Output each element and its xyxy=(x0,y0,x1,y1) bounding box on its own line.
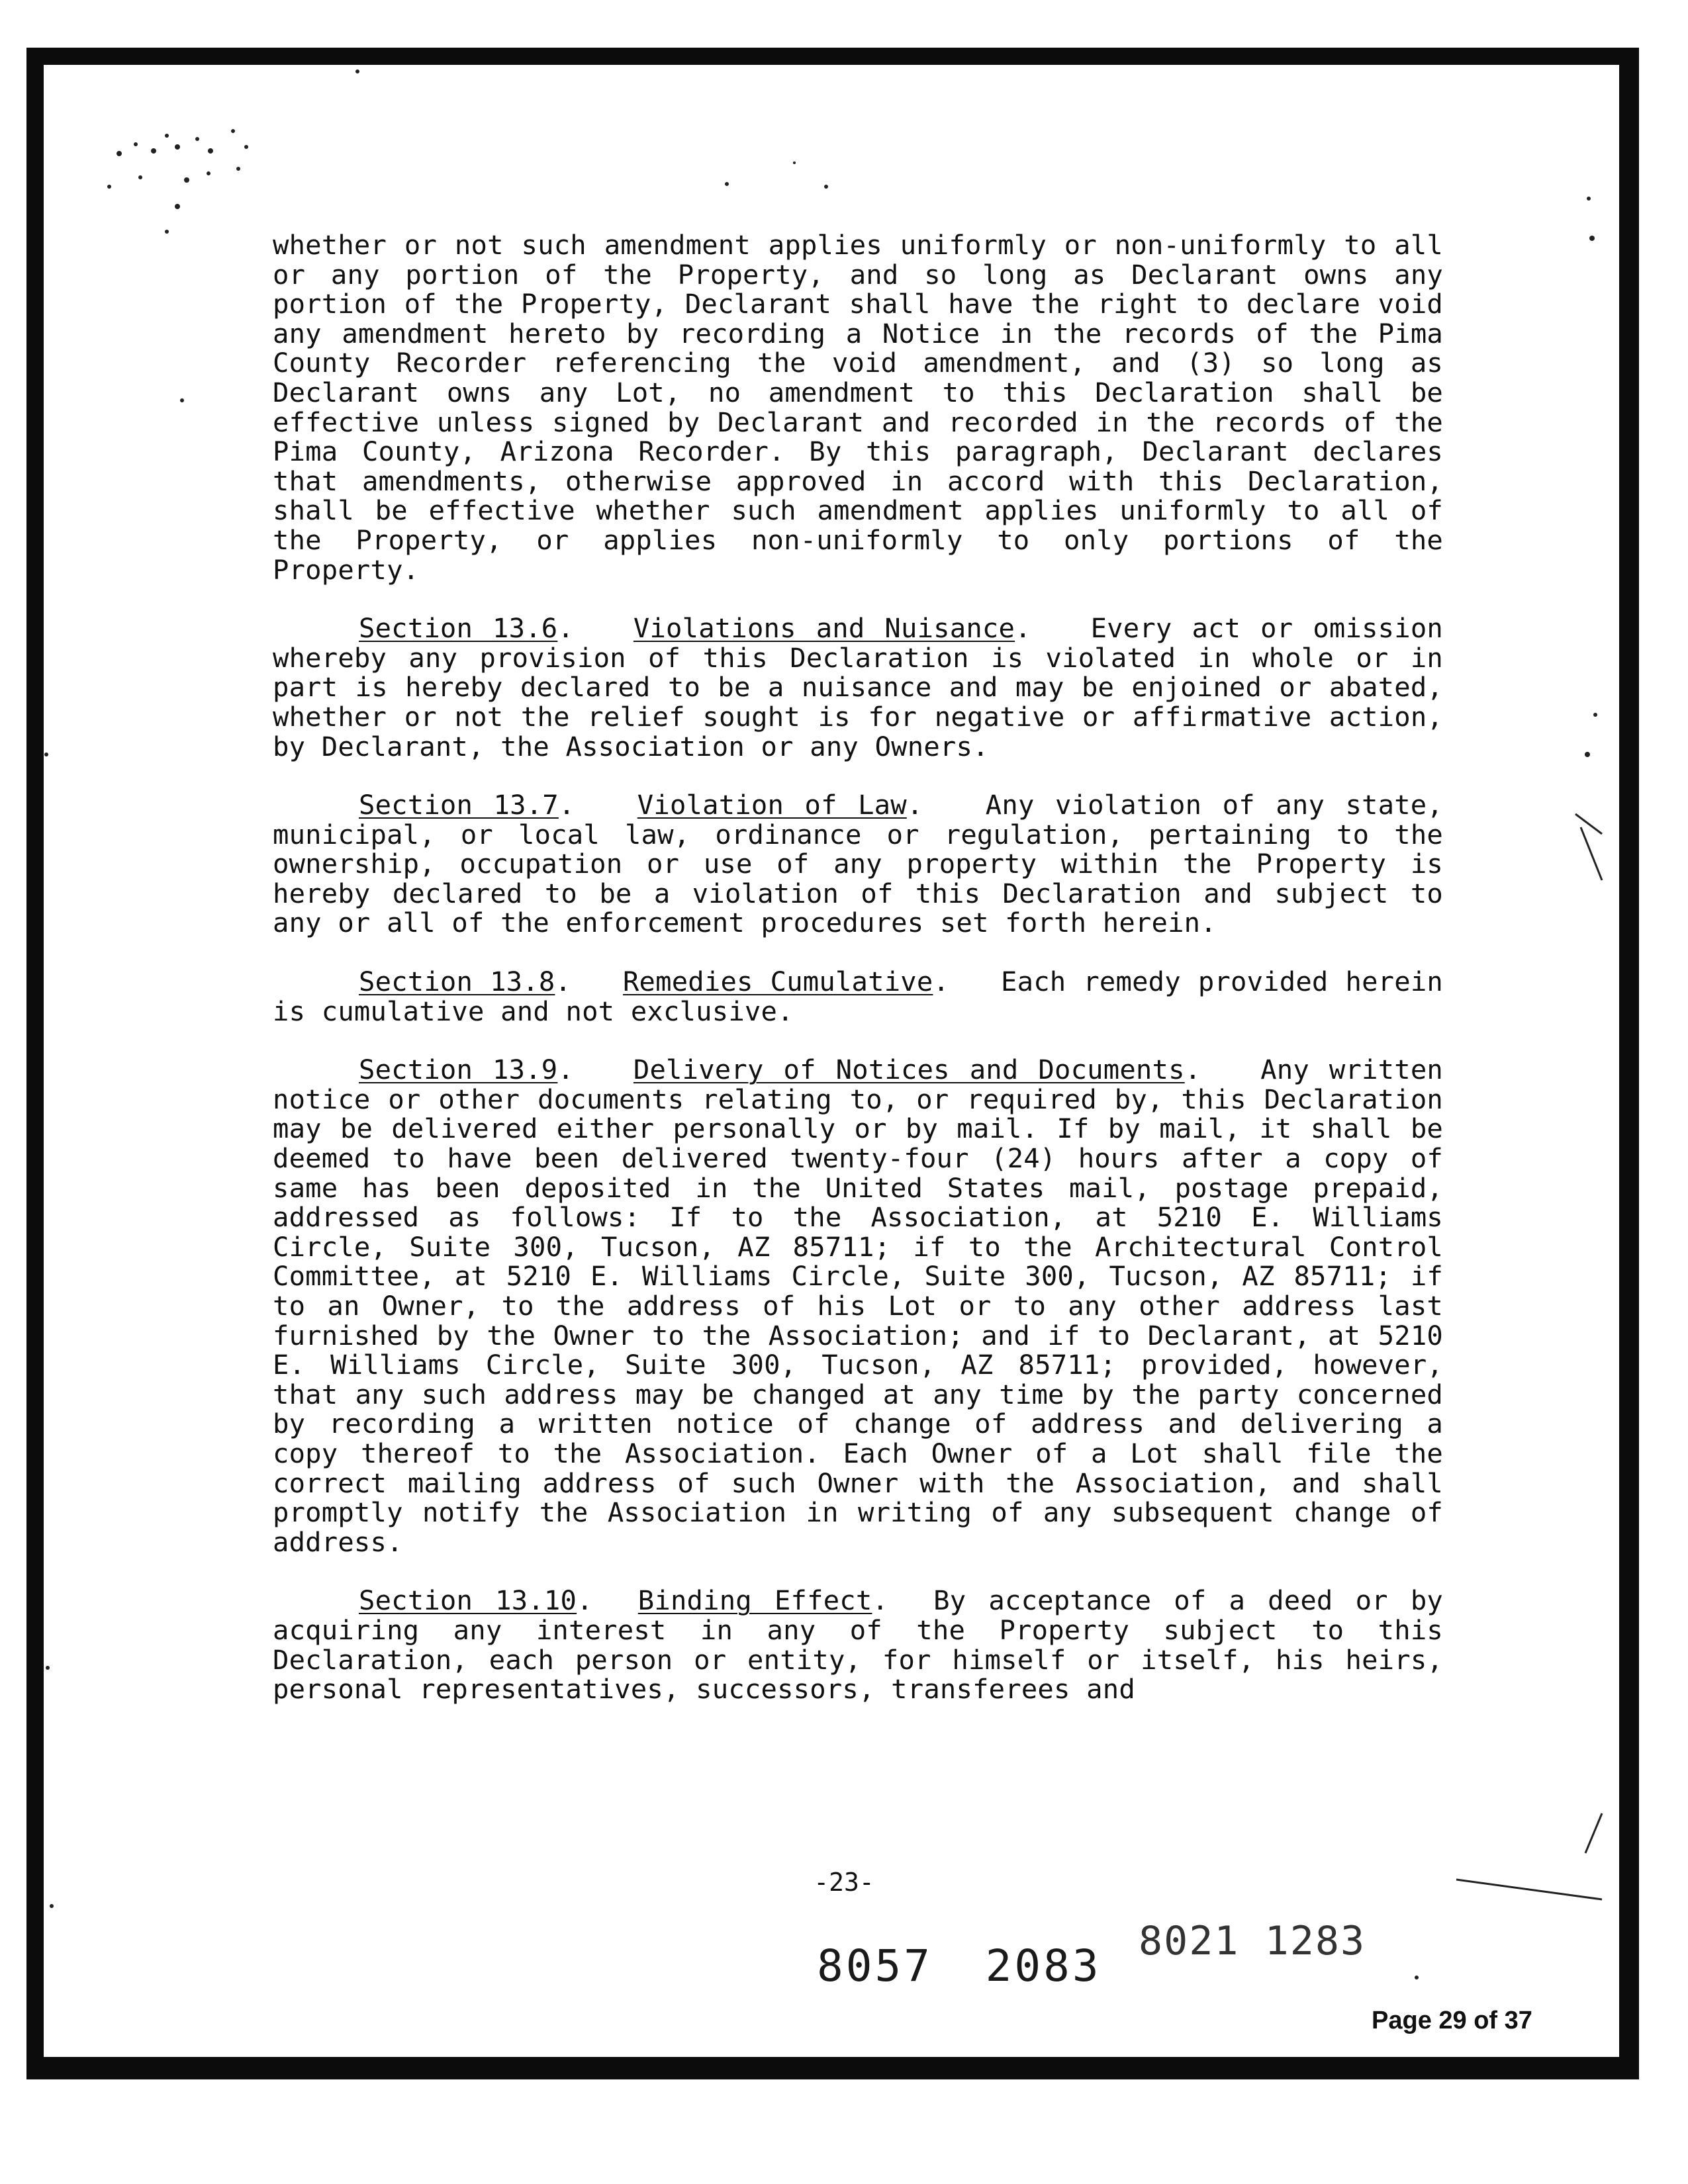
section-body: Any violation of any state, municipal, or local law, ordinance or regulation, pertaining to the ownership, occupation or use of any property within the Property is hereby declared to be a violation of this Declaration and subject to any or all of the enforcement procedures set forth herein. xyxy=(273,789,1443,939)
section-13-9: Section 13.9. Delivery of Notices and Documents. Any written notice or other documents relating to, or required by, this Declaration may be delivered either personally or by mail. If by mail, it shall be deemed to have been delivered twenty-four (24) hours after a copy of same has been deposited in the United States mail, postage prepaid, addressed as follows: If to the Association, at 5210 E. Williams Circle, Suite 300, Tucson, AZ 85711; if to the Architectural Control Committee, at 5210 E. Williams Circle, Suite 300, Tucson, AZ 85711; if to an Owner, to the address of his Lot or to any other address last furnished by the Owner to the Association; and if to Declarant, at 5210 E. Williams Circle, Suite 300, Tucson, AZ 85711; provided, however, that any such address may be changed at any time by the party concerned by recording a written notice of change of address and delivering a copy thereof to the Association. Each Owner of a Lot shall file the correct mailing address of such Owner with the Association, and shall promptly notify the Association in writing of any subsequent change of address. xyxy=(273,1054,1443,1558)
page-of-label: Page 29 of 37 xyxy=(1372,2007,1532,2034)
section-body: Each remedy provided herein is cumulative and not exclusive. xyxy=(273,966,1443,1027)
section-body: By acceptance of a deed or by acquiring any interest in any of the Property subject to this Declaration, each person or entity, for himself or itself, his heirs, personal representatives, successors, transferees and xyxy=(273,1584,1443,1706)
section-number: Section 13.7 xyxy=(359,789,559,821)
section-number: Section 13.6 xyxy=(359,612,558,645)
section-13-8: Section 13.8. Remedies Cumulative. Each remedy provided herein is cumulative and not exclusive. xyxy=(273,966,1443,1027)
section-title: Violations and Nuisance xyxy=(633,612,1015,645)
section-13-7: Section 13.7. Violation of Law. Any violation of any state, municipal, or local law, ordinance or regulation, pertaining to the ownership, occupation or use of any property within the Property is hereby declared to be a violation of this Declaration and subject to any or all of the enforcement procedures set forth herein. xyxy=(273,789,1443,939)
section-title: Delivery of Notices and Documents xyxy=(633,1054,1185,1086)
stamped-number: 8021 1283 xyxy=(1139,1918,1366,1964)
paragraph: whether or not such amendment applies uniformly or non-uniformly to all or any portion of the Property, and so long as Declarant owns any portion of the Property, Declarant shall have the right to declare void any amendment hereto by recording a Notice in the records of the Pima County Recorder referencing the void amendment, and (3) so long as Declarant owns any Lot, no amendment to this Declaration shall be effective unless signed by Declarant and recorded in the records of the Pima County, Arizona Recorder. By this paragraph, Declarant declares that amendments, otherwise approved in accord with this Declaration, shall be effective whether such amendment applies uniformly to all of the Property, or applies non-uniformly to only portions of the Property. xyxy=(273,229,1443,586)
recording-number: 8057 2083 xyxy=(817,1940,1102,1991)
section-title: Remedies Cumulative xyxy=(622,966,933,998)
section-title: Binding Effect xyxy=(637,1584,872,1617)
section-number: Section 13.10 xyxy=(359,1584,577,1617)
section-body: Every act or omission whereby any provision of this Declaration is violated in whole or in part is hereby declared to be a nuisance and may be enjoined or abated, whether or not the relief sought is for negative or affirmative action, by Declarant, the Association or any Owners. xyxy=(273,612,1443,762)
section-body: Any written notice or other documents relating to, or required by, this Declaration may be delivered either personally or by mail. If by mail, it shall be deemed to have been delivered twenty-four (24) hours after a copy of same has been deposited in the United States mail, postage prepaid, addressed as follows: If to the Association, at 5210 E. Williams Circle, Suite 300, Tucson, AZ 85711; if to the Architectural Control Committee, at 5210 E. Williams Circle, Suite 300, Tucson, AZ 85711; if to an Owner, to the address of his Lot or to any other address last furnished by the Owner to the Association; and if to Declarant, at 5210 E. Williams Circle, Suite 300, Tucson, AZ 85711; provided, however, that any such address may be changed at any time by the party concerned by recording a written notice of change of address and delivering a copy thereof to the Association. Each Owner of a Lot shall file the correct mailing address of such Owner with the Association, and shall promptly notify the Association in writing of any subsequent change of address. xyxy=(273,1054,1443,1558)
document-body xyxy=(273,230,1443,1733)
page-number: -23- xyxy=(814,1868,874,1897)
section-13-6: Section 13.6. Violations and Nuisance. Every act or omission whereby any provision of this Declaration is violated in whole or in part is hereby declared to be a nuisance and may be enjoined or abated, whether or not the relief sought is for negative or affirmative action, by Declarant, the Association or any Owners. xyxy=(273,612,1443,762)
section-number: Section 13.8 xyxy=(359,966,555,998)
section-title: Violation of Law xyxy=(637,789,907,821)
section-13-10: Section 13.10. Binding Effect. By acceptance of a deed or by acquiring any interest in any of the Property subject to this Declaration, each person or entity, for himself or itself, his heirs, personal representatives, successors, transferees and xyxy=(273,1584,1443,1706)
section-number: Section 13.9 xyxy=(359,1054,558,1086)
